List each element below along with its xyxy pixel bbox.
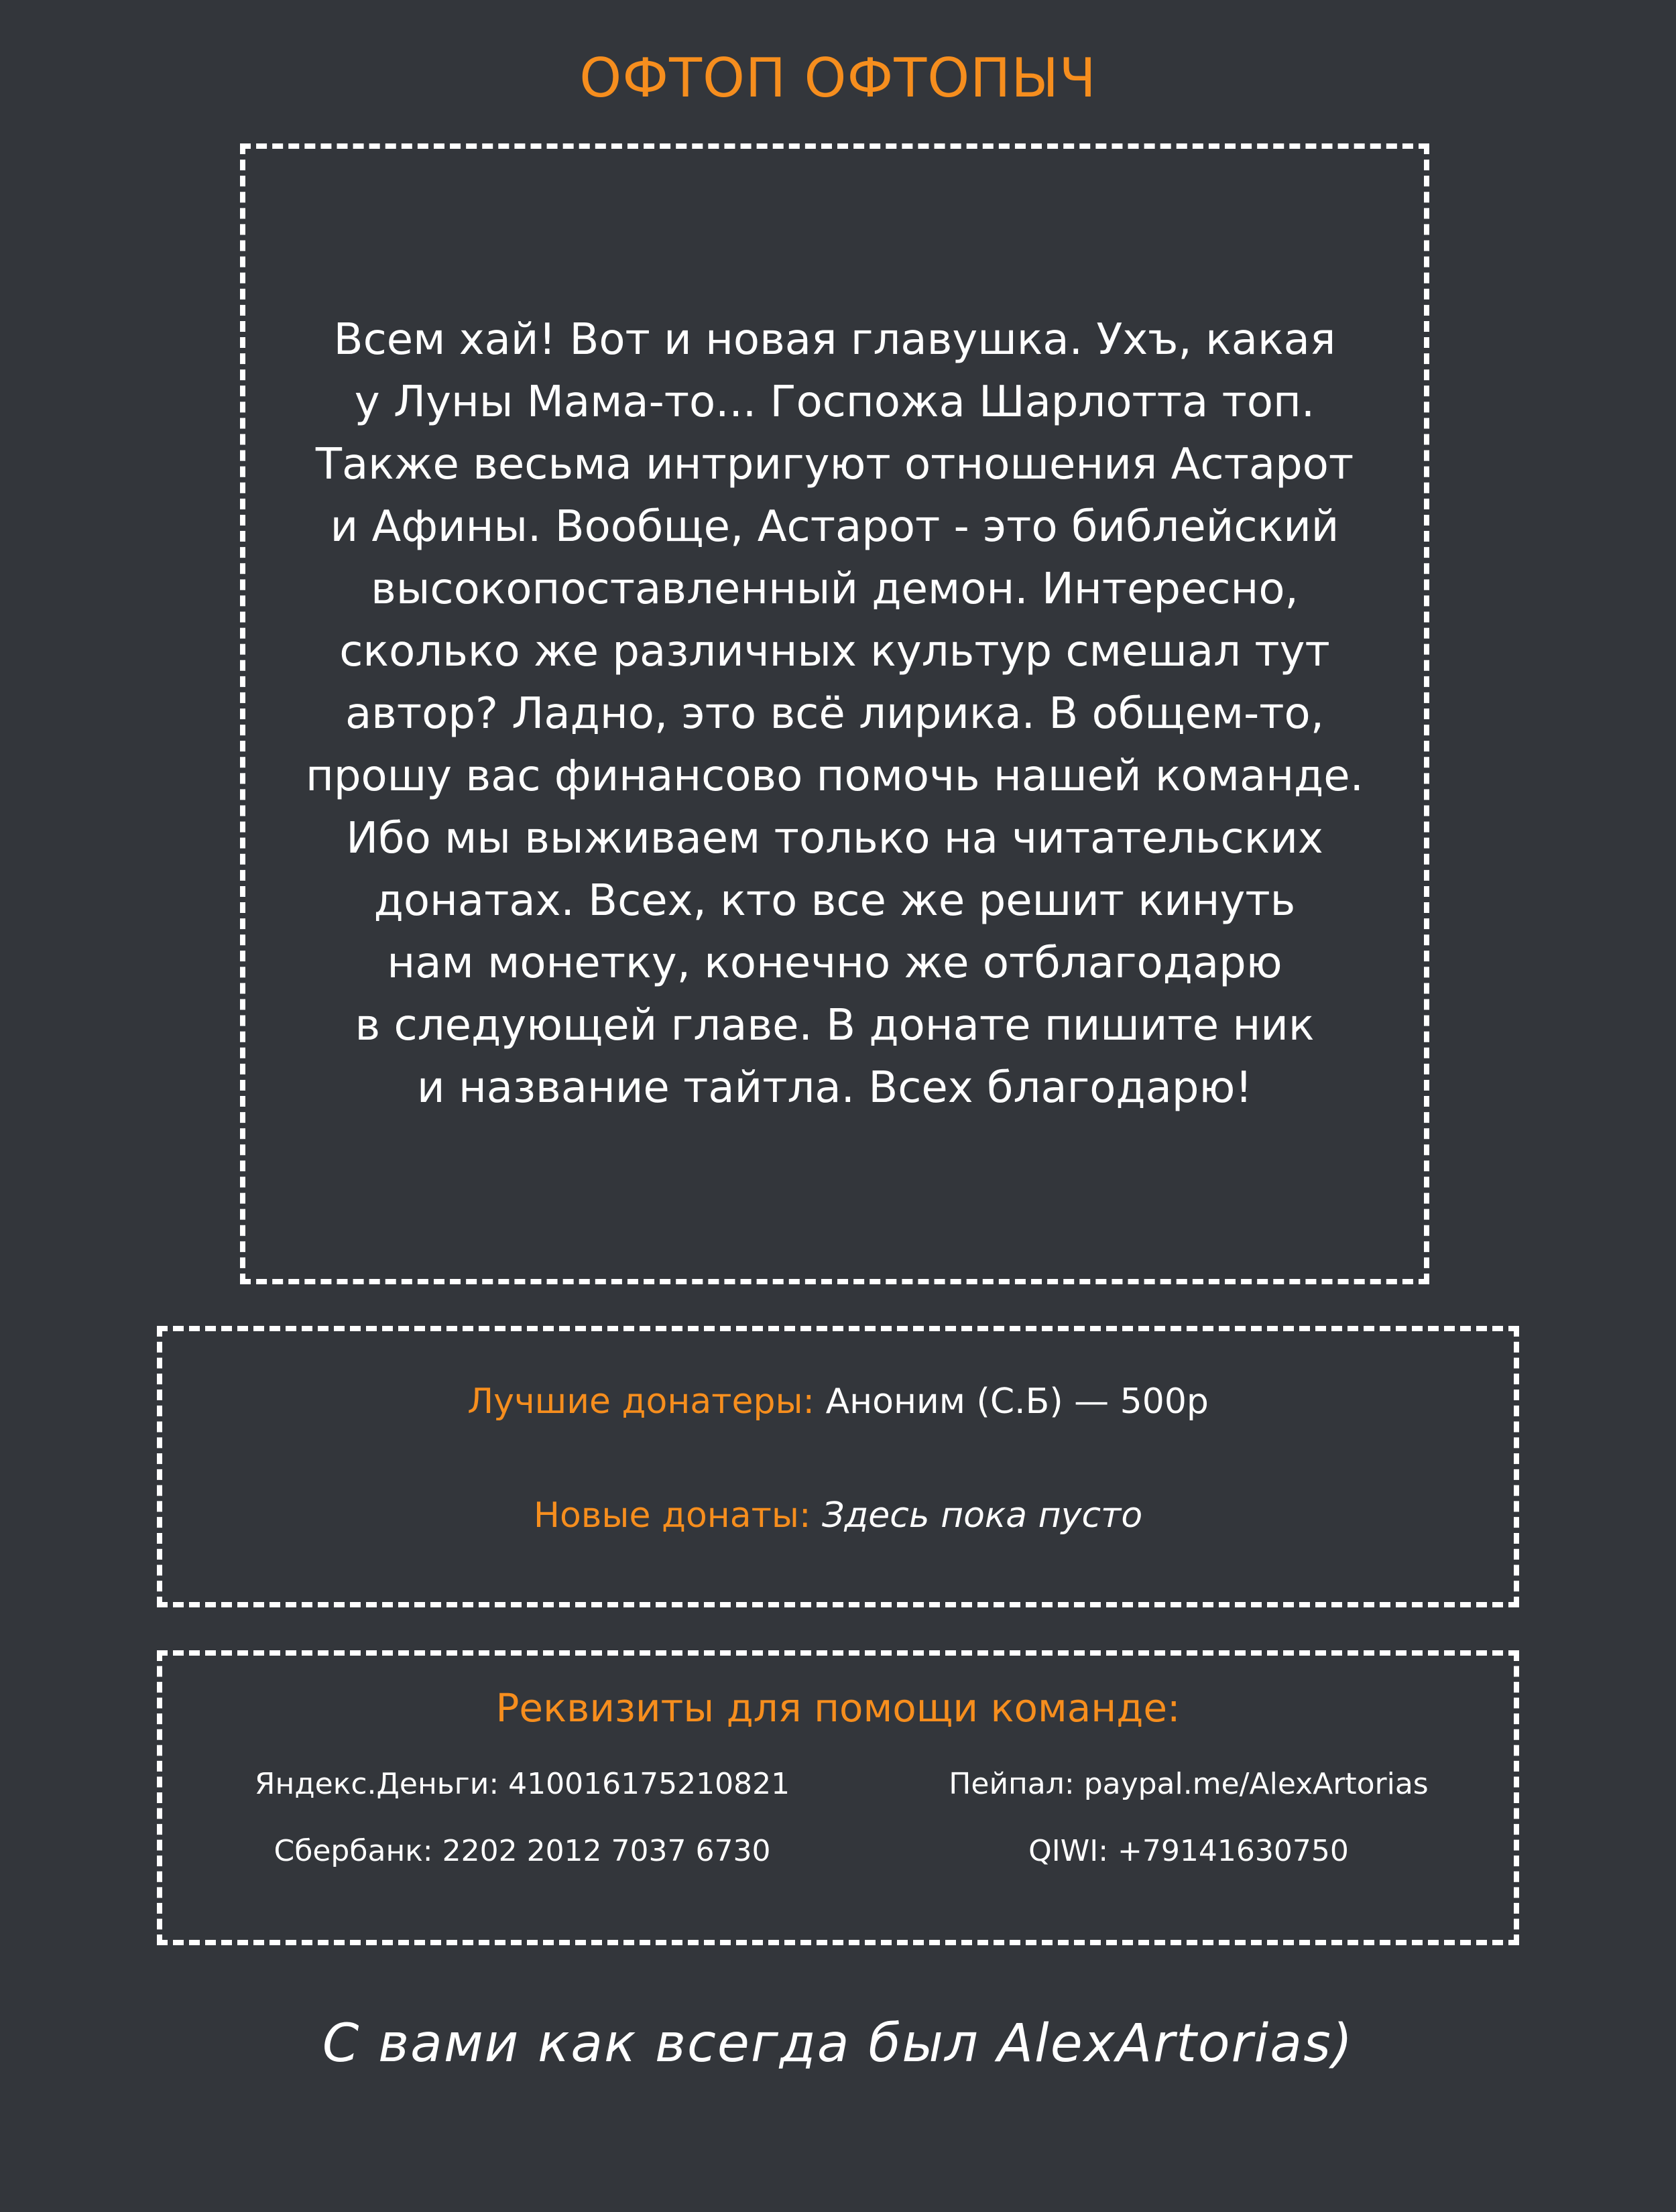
message-line: сколько же различных культур смешал тут <box>339 626 1330 676</box>
message-box <box>240 143 1429 1284</box>
signature: С вами как всегда был AlexArtorias) <box>322 2014 1354 2074</box>
message-line: прошу вас финансово помочь нашей команде. <box>305 751 1364 801</box>
message-line: и Афины. Вообще, Астарот - это библейский <box>330 501 1339 552</box>
message-line: автор? Ладно, это всё лирика. В общем-то, <box>345 688 1325 739</box>
yandex-money-details: Яндекс.Деньги: 410016175210821 <box>254 1767 790 1801</box>
message-text <box>258 309 1411 1119</box>
new-donations-value: Здесь пока пусто <box>822 1495 1143 1536</box>
top-donors-row <box>162 1381 1514 1422</box>
message-line: у Луны Мама-то... Госпожа Шарлотта топ. <box>354 377 1315 427</box>
message-line: в следующей главе. В донате пишите ник <box>355 1000 1315 1050</box>
top-donors-value: Аноним (С.Б) — 500р <box>825 1381 1209 1422</box>
message-line: нам монетку, конечно же отблагодарю <box>387 938 1282 988</box>
message-line: Всем хай! Вот и новая главушка. Ухъ, какая <box>333 314 1336 365</box>
message-line: и название тайтла. Всех благодарю! <box>417 1062 1252 1113</box>
page-title: ОФТОП ОФТОПЫЧ <box>579 47 1097 109</box>
new-donations-label: Новые донаты: <box>533 1495 811 1536</box>
sberbank-details: Сбербанк: 2202 2012 7037 6730 <box>274 1834 771 1868</box>
message-line: Также весьма интригуют отношения Астарот <box>315 439 1354 489</box>
top-donors-label: Лучшие донатеры: <box>467 1381 815 1422</box>
new-donations-row <box>162 1495 1514 1536</box>
qiwi-details: QIWI: +79141630750 <box>1028 1834 1349 1868</box>
message-line: донатах. Всех, кто все же решит кинуть <box>373 875 1296 926</box>
paypal-details: Пейпал: paypal.me/AlexArtorias <box>949 1767 1429 1801</box>
message-line: Ибо мы выживаем только на читательских <box>346 813 1323 863</box>
message-line: высокопоставленный демон. Интересно, <box>371 564 1299 614</box>
requisites-title: Реквизиты для помощи команде: <box>495 1685 1181 1731</box>
donors-box <box>157 1326 1519 1607</box>
requisites-box <box>157 1650 1519 1945</box>
